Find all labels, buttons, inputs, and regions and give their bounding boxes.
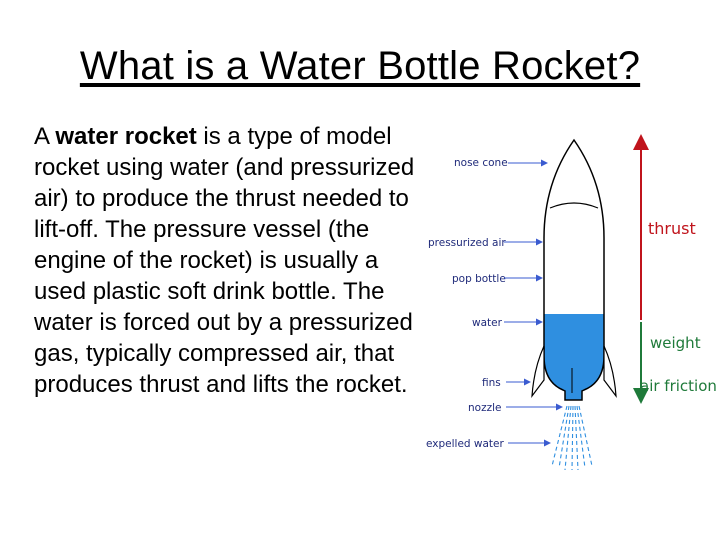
body-paragraph: [34, 121, 426, 400]
label-nose-cone: nose cone: [454, 157, 508, 169]
label-weight: weight: [650, 334, 701, 352]
fin-right: [604, 346, 616, 396]
body-rest: is a type of model rocket using water (and pressurized air) to produce the thrust needed to lift-off. The pressure vessel (the engine of the rocket) is usually a used plastic soft drink bottle. The water is forced out by a pressurized gas, typically compressed air, that produces thrust and lifts the rocket.: [34, 123, 415, 398]
fin-left: [532, 346, 544, 396]
label-pressurized-air: pressurized air: [428, 237, 506, 249]
expelled-water-streaks: [552, 406, 592, 470]
body-intro: A: [34, 123, 56, 150]
label-fins: fins: [482, 377, 501, 389]
label-expelled-water: expelled water: [426, 438, 504, 450]
water-fill: [544, 314, 604, 400]
label-nozzle: nozzle: [468, 402, 502, 414]
nose-cone-line: [550, 203, 598, 208]
label-thrust: thrust: [648, 219, 696, 238]
slide-title: What is a Water Bottle Rocket?: [79, 44, 641, 88]
label-pop-bottle: pop bottle: [452, 273, 506, 285]
body-bold-term: water rocket: [55, 123, 197, 150]
water-rocket-diagram: [420, 128, 720, 476]
label-air-friction: air friction: [640, 377, 717, 395]
label-water: water: [472, 317, 502, 329]
